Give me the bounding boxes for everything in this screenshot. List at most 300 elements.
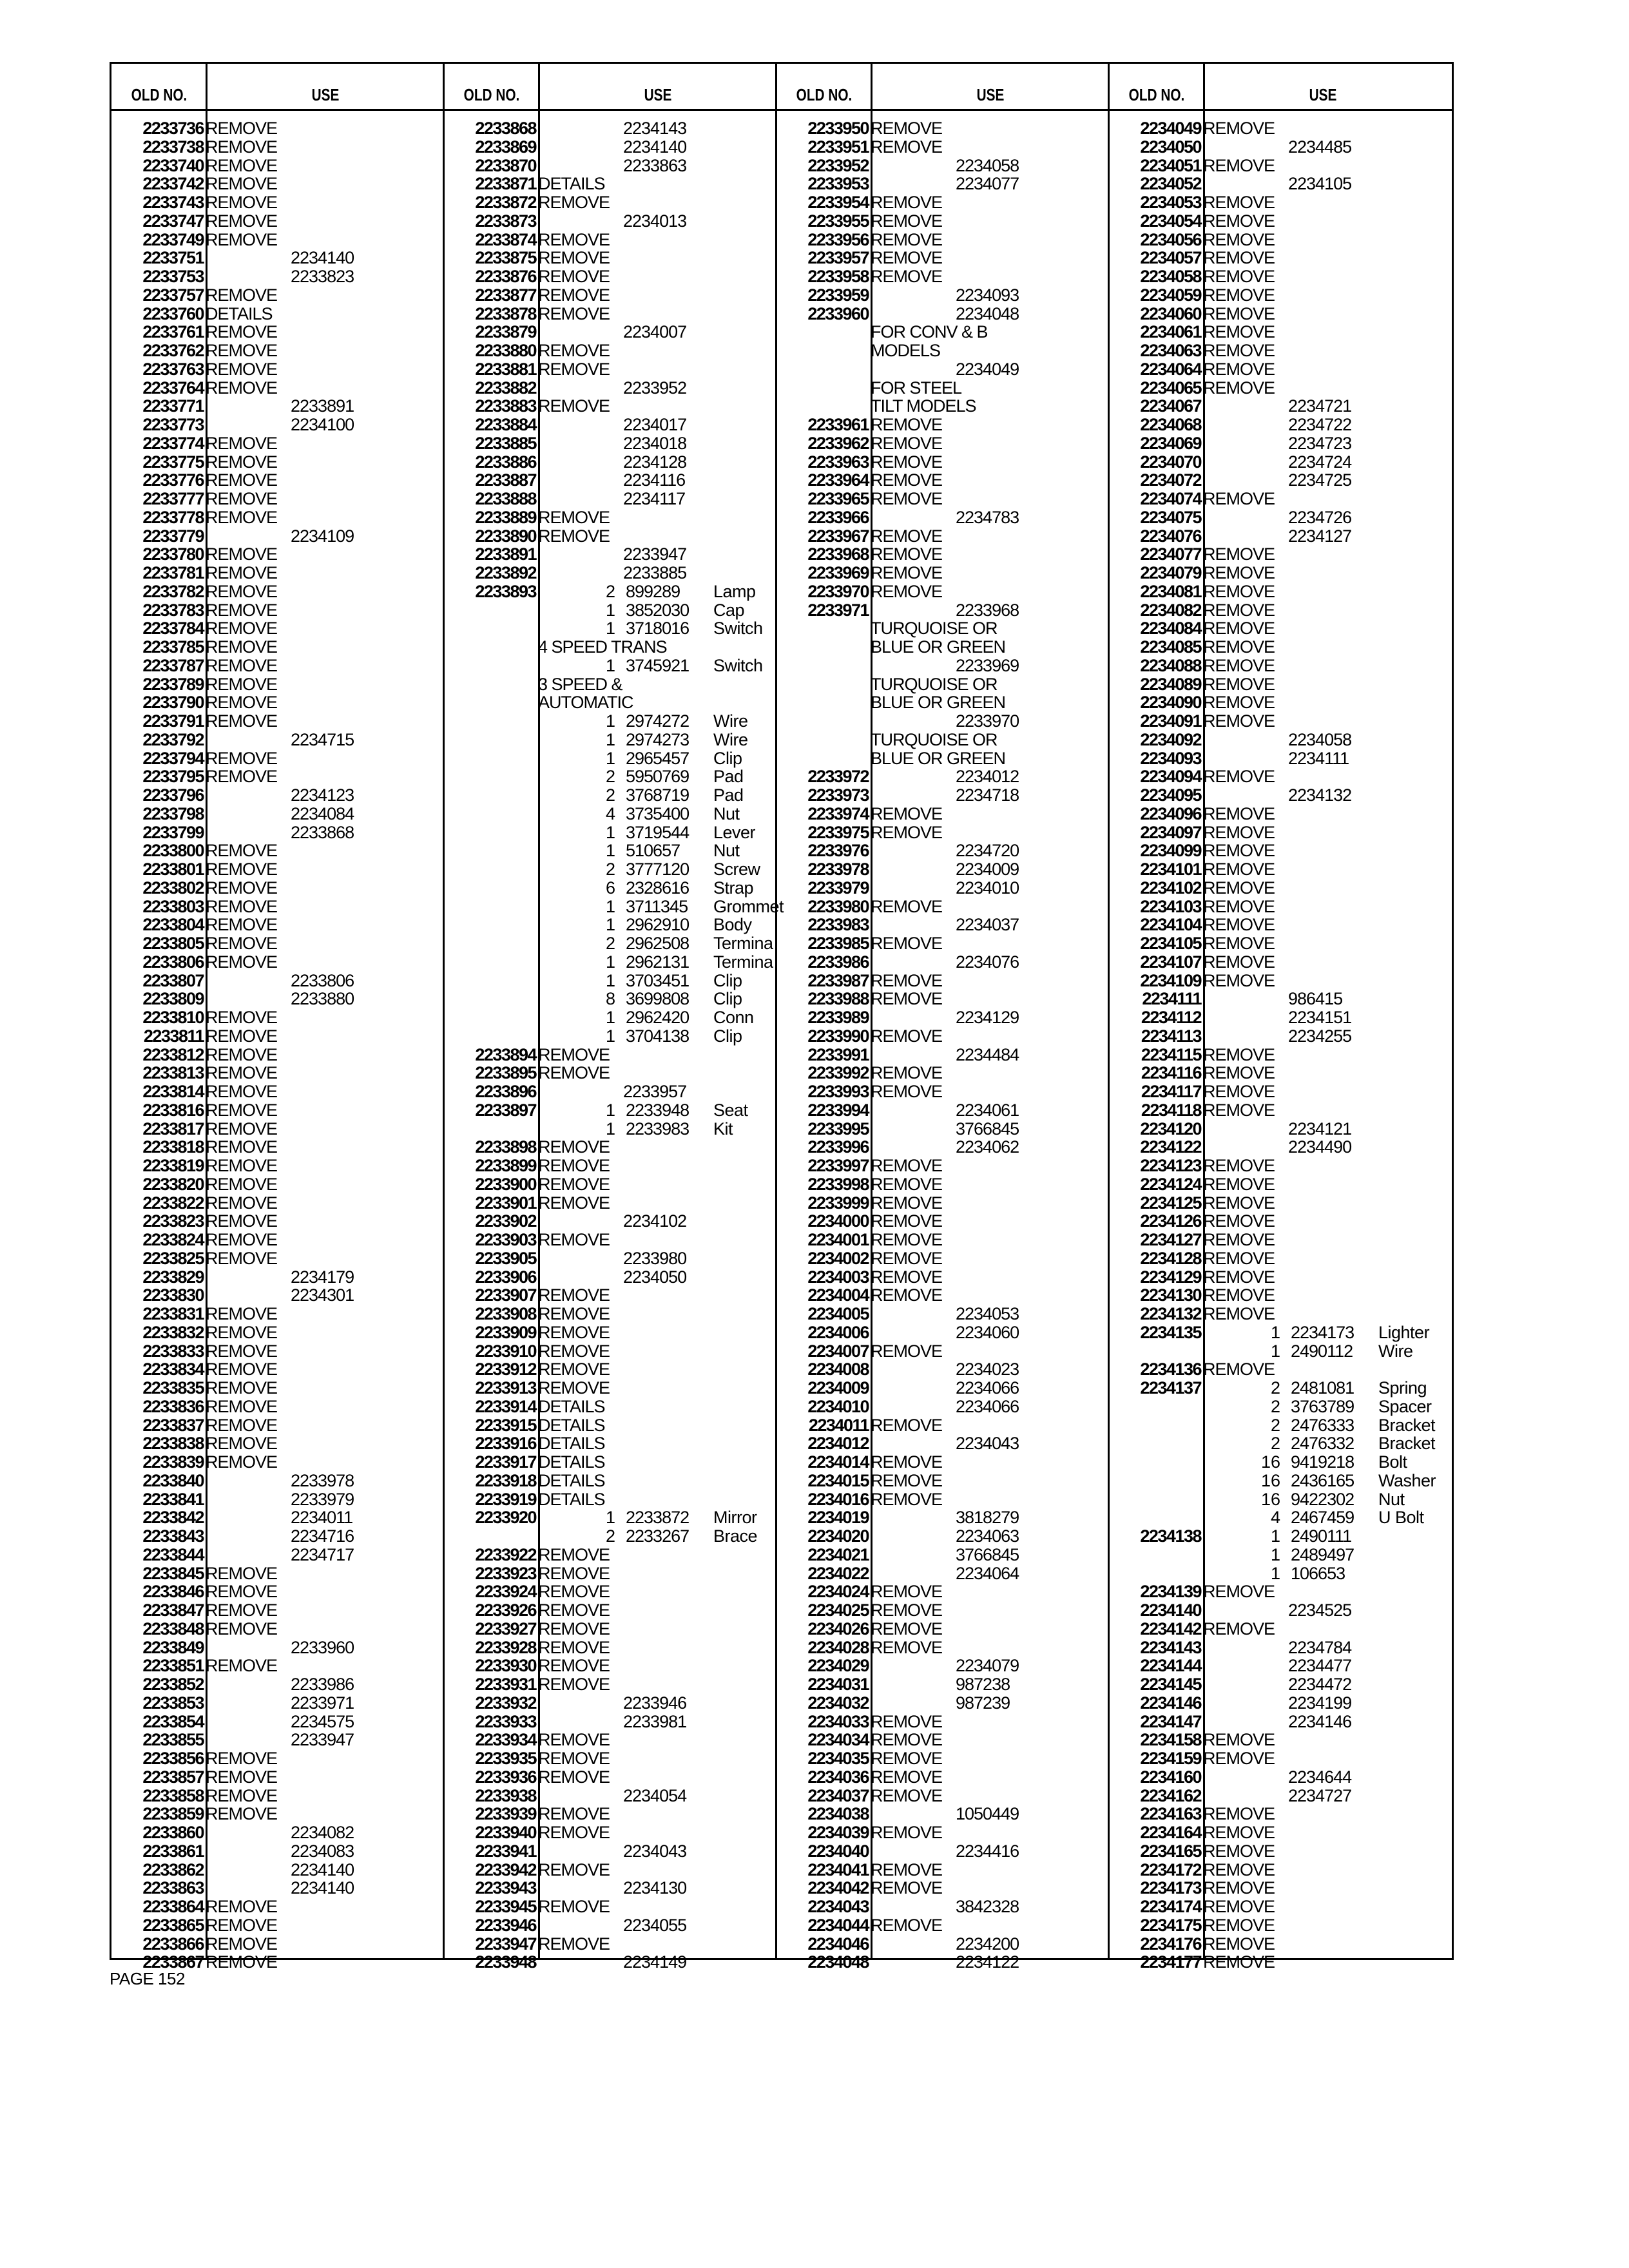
part-description: Screw xyxy=(713,860,760,879)
use-note: REMOVE xyxy=(871,1341,943,1361)
use-note: REMOVE xyxy=(206,452,278,472)
use-note: REMOVE xyxy=(1203,1804,1275,1824)
old-number: 2233912 xyxy=(475,1360,536,1379)
old-number: 2233845 xyxy=(142,1563,204,1583)
table-row xyxy=(1109,1398,1441,1416)
old-number: 2233833 xyxy=(142,1341,204,1361)
old-number: 2233877 xyxy=(475,285,536,305)
table-row xyxy=(1109,1157,1441,1175)
replacement-number: 2233979 xyxy=(291,1489,354,1509)
table-row xyxy=(444,1268,776,1287)
use-note: REMOVE xyxy=(206,1137,278,1157)
replacement-number: 2234100 xyxy=(291,415,354,434)
table-row xyxy=(1109,693,1441,712)
old-number: 2233791 xyxy=(142,711,204,731)
old-number: 2233942 xyxy=(475,1860,536,1879)
replacement-number: 2234255 xyxy=(1288,1026,1352,1046)
table-row xyxy=(1109,823,1441,842)
use-note: REMOVE xyxy=(206,1322,278,1342)
old-number: 2233995 xyxy=(807,1119,869,1139)
use-note: REMOVE xyxy=(1203,1823,1275,1842)
old-number: 2233913 xyxy=(475,1378,536,1398)
header-use: USE xyxy=(311,85,340,104)
table-row xyxy=(111,1194,444,1213)
old-number: 2234026 xyxy=(807,1619,869,1639)
old-number: 2234029 xyxy=(807,1656,869,1676)
part-description: Nut xyxy=(713,803,740,823)
old-number: 2233846 xyxy=(142,1582,204,1602)
table-row xyxy=(776,972,1109,990)
table-row xyxy=(1109,1434,1441,1453)
table-row xyxy=(1109,934,1441,953)
table-row xyxy=(1109,990,1441,1008)
use-note: REMOVE xyxy=(871,1711,943,1731)
old-number: 2234040 xyxy=(807,1841,869,1861)
old-number: 2234046 xyxy=(807,1934,869,1954)
use-note: REMOVE xyxy=(871,229,943,249)
table-row xyxy=(776,490,1109,508)
quantity: 1 xyxy=(1270,1563,1280,1583)
replacement-number: 2234007 xyxy=(623,322,687,342)
table-row xyxy=(1109,1620,1441,1639)
table-row xyxy=(776,1898,1109,1916)
replacement-number: 2234117 xyxy=(623,489,686,508)
table-row xyxy=(111,601,444,620)
use-note: REMOVE xyxy=(206,1582,278,1602)
old-number: 2234144 xyxy=(1140,1656,1201,1676)
table-row xyxy=(444,1639,776,1657)
old-number: 2233805 xyxy=(142,934,204,953)
use-note: REMOVE xyxy=(871,544,943,564)
use-note: REMOVE xyxy=(1203,229,1275,249)
table-row xyxy=(776,1064,1109,1082)
table-row xyxy=(776,305,1109,323)
old-number: 2233777 xyxy=(142,489,204,508)
use-note: REMOVE xyxy=(206,489,278,508)
table-row xyxy=(776,767,1109,786)
use-note: REMOVE xyxy=(871,1156,943,1175)
table-row xyxy=(111,1249,444,1268)
table-row xyxy=(1109,805,1441,823)
old-number: 2234113 xyxy=(1141,1026,1201,1046)
old-number: 2234160 xyxy=(1140,1767,1201,1787)
old-number: 2233978 xyxy=(807,860,869,879)
old-number: 2234068 xyxy=(1140,415,1201,434)
use-note: REMOVE xyxy=(538,193,610,212)
old-number: 2233856 xyxy=(142,1749,204,1768)
replacement-number: 2234725 xyxy=(1288,470,1352,490)
part-description: Seat xyxy=(713,1100,748,1120)
old-number: 2234138 xyxy=(1140,1526,1201,1546)
old-number: 2234000 xyxy=(807,1211,869,1231)
table-row xyxy=(776,471,1109,490)
table-row xyxy=(776,1323,1109,1342)
use-note: REMOVE xyxy=(206,1360,278,1379)
use-note: REMOVE xyxy=(206,1619,278,1639)
old-number: 2233959 xyxy=(807,285,869,305)
table-row xyxy=(111,1657,444,1675)
old-number: 2234039 xyxy=(807,1823,869,1842)
table-row xyxy=(444,1508,776,1527)
old-number: 2233837 xyxy=(142,1415,204,1435)
old-number: 2233863 xyxy=(142,1878,204,1898)
use-note: REMOVE xyxy=(871,1860,943,1879)
replacement-number: 2234023 xyxy=(956,1360,1019,1379)
header-use: USE xyxy=(1309,85,1337,104)
table-row xyxy=(444,1731,776,1749)
table-row xyxy=(444,434,776,453)
table-row xyxy=(776,712,1109,731)
use-note: REMOVE xyxy=(1203,1934,1275,1954)
old-number: 2234016 xyxy=(807,1489,869,1509)
part-number: 2328616 xyxy=(626,878,689,898)
table-row xyxy=(776,731,1109,749)
table-row xyxy=(1109,119,1441,138)
use-note: REMOVE xyxy=(206,934,278,953)
table-row xyxy=(444,379,776,398)
table-row xyxy=(1109,1508,1441,1527)
table-row xyxy=(1109,508,1441,527)
old-number: 2234096 xyxy=(1140,803,1201,823)
old-number: 2233919 xyxy=(475,1489,536,1509)
use-note: REMOVE xyxy=(871,563,943,582)
part-description: Strap xyxy=(713,878,754,898)
table-row xyxy=(1109,619,1441,638)
use-note: REMOVE xyxy=(538,1378,610,1398)
table-row xyxy=(111,898,444,916)
old-number: 2234177 xyxy=(1140,1952,1201,1972)
table-row xyxy=(776,1713,1109,1731)
table-row xyxy=(1109,323,1441,341)
old-number: 2233946 xyxy=(475,1915,536,1935)
old-number: 2233787 xyxy=(142,655,204,675)
table-row xyxy=(776,1861,1109,1879)
replacement-number: 2234060 xyxy=(956,1322,1019,1342)
old-number: 2233736 xyxy=(142,119,204,138)
replacement-number: 2234472 xyxy=(1288,1675,1352,1694)
use-note: REMOVE xyxy=(871,526,943,546)
quantity: 1 xyxy=(605,822,615,842)
old-number: 2233979 xyxy=(807,878,869,898)
old-number: 2233818 xyxy=(142,1137,204,1157)
table-row xyxy=(1109,286,1441,305)
table-row xyxy=(776,1120,1109,1139)
table-row xyxy=(111,323,444,341)
table-row xyxy=(1109,138,1441,157)
old-number: 2233882 xyxy=(475,378,536,398)
table-row xyxy=(776,286,1109,305)
use-note: REMOVE xyxy=(206,1915,278,1935)
replacement-number: 2233885 xyxy=(623,563,687,582)
use-note: REMOVE xyxy=(206,1156,278,1175)
old-number: 2233823 xyxy=(142,1211,204,1231)
old-number: 2233910 xyxy=(475,1341,536,1361)
table-row xyxy=(444,564,776,582)
use-note: REMOVE xyxy=(1203,1285,1275,1305)
use-note: REMOVE xyxy=(206,1785,278,1805)
part-number: 3704138 xyxy=(626,1026,689,1046)
table-row xyxy=(776,1305,1109,1323)
replacement-number: 2234061 xyxy=(956,1100,1019,1120)
table-row xyxy=(1109,582,1441,601)
use-note: REMOVE xyxy=(206,1952,278,1972)
part-number: 5950769 xyxy=(626,767,689,787)
use-note: REMOVE xyxy=(538,1230,610,1249)
old-number: 2233822 xyxy=(142,1193,204,1213)
use-note: REMOVE xyxy=(1203,1304,1275,1323)
table-row xyxy=(444,1490,776,1509)
table-row xyxy=(1109,267,1441,286)
old-number: 2234102 xyxy=(1140,878,1201,898)
table-row xyxy=(111,267,444,286)
use-note: REMOVE xyxy=(1203,1100,1275,1120)
table-row xyxy=(776,657,1109,675)
old-number: 2234006 xyxy=(807,1322,869,1342)
table-row xyxy=(776,841,1109,860)
old-number: 2234067 xyxy=(1140,396,1201,416)
table-row xyxy=(111,1472,444,1490)
part-description: Bracket xyxy=(1378,1434,1436,1454)
part-description: Pad xyxy=(713,785,744,805)
table-row xyxy=(776,1620,1109,1639)
table-row xyxy=(444,1713,776,1731)
use-note: REMOVE xyxy=(871,1915,943,1935)
use-note: REMOVE xyxy=(206,600,278,620)
use-note: REMOVE xyxy=(206,119,278,138)
replacement-number: 2233968 xyxy=(956,600,1019,620)
table-row xyxy=(776,1249,1109,1268)
table-row xyxy=(1109,1898,1441,1916)
table-row xyxy=(776,416,1109,434)
old-number: 2233783 xyxy=(142,600,204,620)
table-row xyxy=(444,1601,776,1620)
table-row xyxy=(776,323,1109,341)
table-row xyxy=(1109,972,1441,990)
table-row xyxy=(1109,1639,1441,1657)
quantity: 1 xyxy=(1270,1322,1280,1342)
table-row xyxy=(776,1194,1109,1213)
replacement-number: 2233960 xyxy=(291,1637,354,1657)
old-number: 2234120 xyxy=(1140,1119,1201,1139)
old-number: 2233880 xyxy=(475,341,536,360)
table-row xyxy=(111,471,444,490)
old-number: 2233819 xyxy=(142,1156,204,1175)
use-note: REMOVE xyxy=(1203,1211,1275,1231)
table-row xyxy=(444,1620,776,1639)
table-row xyxy=(1109,1416,1441,1435)
quantity: 1 xyxy=(605,1100,615,1120)
part-number: 2233983 xyxy=(626,1119,689,1139)
replacement-number: 2234140 xyxy=(623,137,687,157)
table-row xyxy=(111,453,444,472)
use-note: DETAILS xyxy=(538,1489,605,1509)
quantity: 2 xyxy=(605,767,615,787)
table-row xyxy=(776,1527,1109,1546)
quantity: 1 xyxy=(605,896,615,916)
old-number: 2234140 xyxy=(1140,1600,1201,1620)
old-number: 2234059 xyxy=(1140,285,1201,305)
quantity: 2 xyxy=(605,785,615,805)
part-number: 3711345 xyxy=(626,896,688,916)
table-row xyxy=(1109,545,1441,564)
part-description: Brace xyxy=(713,1526,758,1546)
old-number: 2233960 xyxy=(807,303,869,323)
table-row xyxy=(776,545,1109,564)
table-row xyxy=(111,1175,444,1194)
old-number: 2233916 xyxy=(475,1434,536,1454)
table-row xyxy=(776,1434,1109,1453)
old-number: 2233989 xyxy=(807,1008,869,1027)
part-number: 899289 xyxy=(626,581,680,601)
table-row xyxy=(1109,1805,1441,1823)
use-note: REMOVE xyxy=(1203,193,1275,212)
old-number: 2233852 xyxy=(142,1675,204,1694)
table-row xyxy=(776,1490,1109,1509)
table-row xyxy=(111,119,444,138)
replacement-number: 2234151 xyxy=(1288,1008,1352,1027)
table-row xyxy=(444,119,776,138)
old-number: 2233908 xyxy=(475,1304,536,1323)
old-number: 2234146 xyxy=(1140,1693,1201,1713)
table-row xyxy=(1109,1138,1441,1157)
old-number: 2233807 xyxy=(142,970,204,990)
table-row xyxy=(111,786,444,805)
old-number: 2234022 xyxy=(807,1563,869,1583)
use-note: REMOVE xyxy=(206,470,278,490)
table-row xyxy=(1109,1268,1441,1287)
part-description: Kit xyxy=(713,1119,733,1139)
use-note: REMOVE xyxy=(1203,1248,1275,1268)
old-number: 2233806 xyxy=(142,952,204,972)
old-number: 2233773 xyxy=(142,415,204,434)
use-note: REMOVE xyxy=(1203,711,1275,731)
table-row xyxy=(776,1508,1109,1527)
quantity: 1 xyxy=(1270,1544,1280,1564)
table-row xyxy=(111,1064,444,1082)
use-note: REMOVE xyxy=(871,1749,943,1768)
old-number: 2234075 xyxy=(1140,507,1201,527)
use-note: REMOVE xyxy=(1203,915,1275,935)
use-note: REMOVE xyxy=(871,137,943,157)
table-row xyxy=(111,1749,444,1768)
table-row xyxy=(111,545,444,564)
old-number: 2233991 xyxy=(807,1044,869,1064)
part-description: Termina xyxy=(713,952,773,972)
replacement-number: 2233863 xyxy=(623,155,687,175)
replacement-number: 2233986 xyxy=(291,1675,354,1694)
replacement-number: 2234200 xyxy=(956,1934,1019,1954)
old-number: 2233873 xyxy=(475,211,536,231)
old-number: 2233810 xyxy=(142,1008,204,1027)
use-note: REMOVE xyxy=(538,1730,610,1750)
table-row xyxy=(444,1749,776,1768)
table-row xyxy=(111,879,444,898)
table-row xyxy=(1109,731,1441,749)
table-row xyxy=(1109,1546,1441,1564)
replacement-number: 2234123 xyxy=(291,785,354,805)
table-row xyxy=(444,1064,776,1082)
table-row xyxy=(111,1416,444,1435)
old-number: 2233838 xyxy=(142,1434,204,1454)
old-number: 2233841 xyxy=(142,1489,204,1509)
table-row xyxy=(444,1582,776,1601)
table-row xyxy=(444,657,776,675)
table-row xyxy=(111,1379,444,1398)
table-row xyxy=(111,360,444,379)
old-number: 2233928 xyxy=(475,1637,536,1657)
table-row xyxy=(1109,1916,1441,1935)
table-row xyxy=(1109,1749,1441,1768)
table-row xyxy=(111,582,444,601)
old-number: 2233842 xyxy=(142,1508,204,1528)
table-row xyxy=(444,712,776,731)
use-note: REMOVE xyxy=(1203,1044,1275,1064)
old-number: 2233950 xyxy=(807,119,869,138)
old-number: 2233903 xyxy=(475,1230,536,1249)
old-number: 2233897 xyxy=(475,1100,536,1120)
old-number: 2233800 xyxy=(142,841,204,861)
use-note: REMOVE xyxy=(871,1248,943,1268)
part-description: Clip xyxy=(713,748,742,768)
replacement-number: 2234062 xyxy=(956,1137,1019,1157)
old-number: 2234139 xyxy=(1140,1582,1201,1602)
use-note: TILT MODELS xyxy=(871,396,976,416)
table-row xyxy=(444,1879,776,1898)
table-row xyxy=(776,1472,1109,1490)
table-row xyxy=(776,157,1109,175)
old-number: 2234069 xyxy=(1140,433,1201,453)
old-number: 2233848 xyxy=(142,1619,204,1639)
use-note: REMOVE xyxy=(1203,1841,1275,1861)
old-number: 2234111 xyxy=(1142,989,1201,1009)
table-row xyxy=(111,434,444,453)
table-row xyxy=(111,397,444,416)
use-note: REMOVE xyxy=(871,934,943,953)
replacement-number: 2233868 xyxy=(291,822,354,842)
column-group-3 xyxy=(776,119,1109,1972)
table-row xyxy=(1109,638,1441,657)
part-description: Termina xyxy=(713,934,773,953)
use-note: REMOVE xyxy=(206,433,278,453)
old-number: 2234124 xyxy=(1140,1174,1201,1194)
replacement-number: 2234199 xyxy=(1288,1693,1352,1713)
old-number: 2234142 xyxy=(1140,1619,1201,1639)
use-note: REMOVE xyxy=(538,1174,610,1194)
old-number: 2233924 xyxy=(475,1582,536,1602)
use-note: REMOVE xyxy=(871,1267,943,1287)
old-number: 2233968 xyxy=(807,544,869,564)
old-number: 2234135 xyxy=(1140,1322,1201,1342)
use-note: REMOVE xyxy=(538,1675,610,1694)
table-row xyxy=(111,1842,444,1861)
table-row xyxy=(444,1434,776,1453)
table-row xyxy=(776,860,1109,879)
part-number: 106653 xyxy=(1291,1563,1345,1583)
use-note: REMOVE xyxy=(1203,1952,1275,1972)
old-number: 2233943 xyxy=(475,1878,536,1898)
table-row xyxy=(444,1008,776,1027)
replacement-number: 2234130 xyxy=(623,1878,687,1898)
use-note: REMOVE xyxy=(206,896,278,916)
old-number: 2233992 xyxy=(807,1063,869,1083)
table-row xyxy=(111,1027,444,1046)
old-number: 2234129 xyxy=(1140,1267,1201,1287)
use-note: REMOVE xyxy=(538,507,610,527)
table-row xyxy=(776,898,1109,916)
table-row xyxy=(444,731,776,749)
old-number: 2234004 xyxy=(807,1285,869,1305)
old-number: 2233902 xyxy=(475,1211,536,1231)
